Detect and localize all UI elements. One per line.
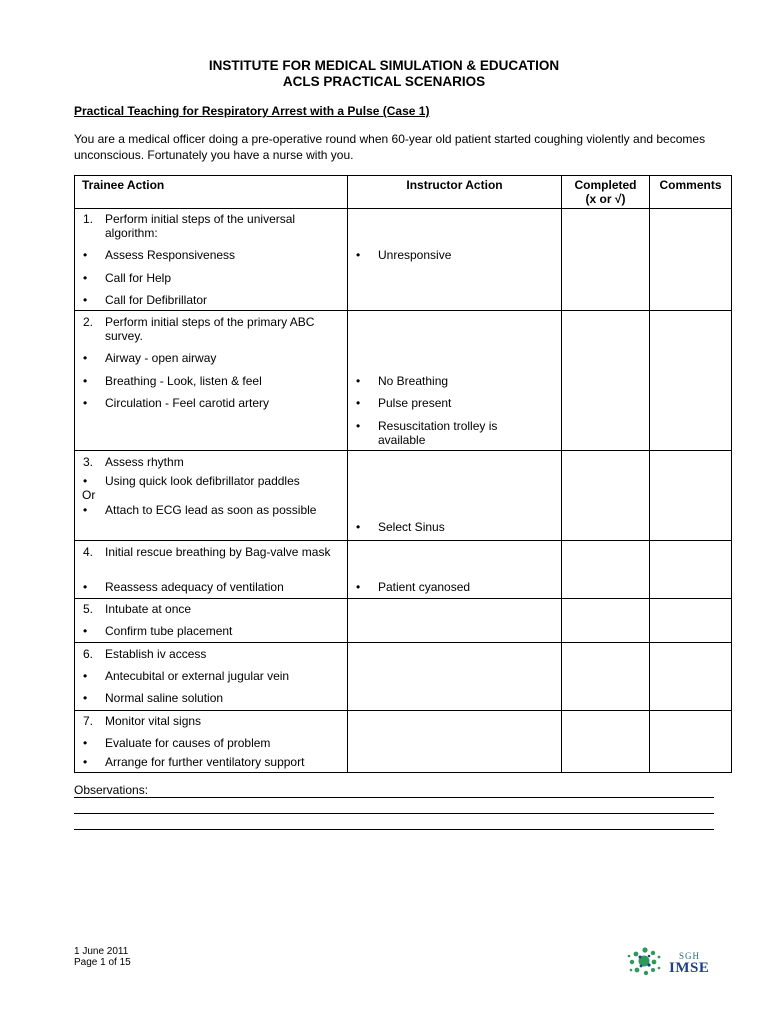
bullet-icon: • (356, 248, 361, 262)
step-item (83, 455, 338, 469)
page-footer (74, 946, 131, 968)
bullet-item (83, 669, 338, 683)
table-header-row (75, 176, 732, 209)
scenario-title: ACLS PRACTICAL SCENARIOS (282, 74, 486, 89)
bullet-item (83, 691, 338, 705)
header-completed-label: Completed (574, 178, 637, 192)
instructor-text: Patient cyanosed (378, 580, 471, 594)
instructor-cell (348, 643, 562, 711)
observations-line[interactable] (74, 797, 714, 798)
bullet-icon: • (83, 293, 88, 307)
observations-line[interactable] (74, 813, 714, 814)
bullet-icon: • (83, 755, 88, 769)
completed-cell[interactable] (562, 451, 650, 541)
step-text: Monitor vital signs (105, 714, 202, 728)
footer-date: 1 June 2011 (74, 946, 129, 957)
bullet-text: Call for Help (105, 271, 172, 285)
bullet-icon: • (83, 396, 88, 410)
step-text: Initial rescue breathing by Bag-valve mask (105, 545, 331, 559)
trainee-cell (75, 311, 348, 451)
footer-page-number: Page 1 of 15 (74, 957, 131, 968)
trainee-cell (75, 599, 348, 643)
trainee-cell (75, 451, 348, 541)
bullet-item (83, 248, 338, 262)
completed-cell[interactable] (562, 311, 650, 451)
header-trainee-action: Trainee Action (75, 176, 348, 209)
step-number: 1. (83, 212, 94, 226)
instructor-cell (348, 209, 562, 311)
bullet-icon: • (356, 396, 361, 410)
step-number: 6. (83, 647, 94, 661)
bullet-icon: • (83, 351, 88, 365)
table-row (75, 711, 732, 773)
observations-line[interactable] (74, 829, 714, 830)
observations-label: Observations: (74, 783, 149, 797)
bullet-item (83, 474, 338, 488)
table-row (75, 599, 732, 643)
bullet-text: Breathing - Look, listen & feel (105, 374, 262, 388)
step-number: 5. (83, 602, 94, 616)
bullet-icon: • (83, 624, 88, 638)
instructor-item (356, 374, 536, 388)
bullet-icon: • (356, 419, 361, 433)
comments-cell[interactable] (650, 311, 732, 451)
instructor-cell (348, 599, 562, 643)
comments-cell[interactable] (650, 643, 732, 711)
table-row (75, 541, 732, 599)
instructor-item (356, 580, 536, 594)
comments-cell[interactable] (650, 209, 732, 311)
table-row (75, 643, 732, 711)
table-row (75, 311, 732, 451)
instructor-cell (348, 541, 562, 599)
bullet-text: Reassess adequacy of ventilation (105, 580, 284, 594)
instructor-text: Pulse present (378, 396, 452, 410)
step-item (83, 212, 338, 240)
bullet-text: Antecubital or external jugular vein (105, 669, 290, 683)
logo-text-sgh: SGH (679, 951, 701, 961)
instructor-text: Unresponsive (378, 248, 452, 262)
step-item (83, 714, 338, 728)
step-item (83, 315, 338, 343)
step-item (83, 602, 338, 616)
bullet-text: Airway - open airway (105, 351, 217, 365)
completed-cell[interactable] (562, 643, 650, 711)
step-text: Perform initial steps of the primary ABC survey. (105, 315, 315, 343)
header-completed (562, 176, 650, 209)
bullet-text: Normal saline solution (105, 691, 224, 705)
step-text: Perform initial steps of the universal algorithm: (105, 212, 296, 240)
header-instructor-action: Instructor Action (348, 176, 562, 209)
step-text: Establish iv access (105, 647, 207, 661)
bullet-icon: • (356, 374, 361, 388)
bullet-icon: • (83, 669, 88, 683)
bullet-icon: • (83, 271, 88, 285)
instructor-item (356, 248, 536, 262)
step-item (83, 545, 338, 559)
bullet-item (83, 396, 338, 410)
comments-cell[interactable] (650, 711, 732, 773)
comments-cell[interactable] (650, 541, 732, 599)
bullet-item (83, 736, 338, 750)
instructor-item (356, 396, 536, 410)
bullet-icon: • (83, 474, 88, 488)
step-number: 4. (83, 545, 94, 559)
bullet-icon: • (83, 248, 88, 262)
bullet-item (83, 351, 338, 365)
trainee-cell (75, 209, 348, 311)
step-item (83, 647, 338, 661)
bullet-item (83, 503, 338, 517)
table-row (75, 209, 732, 311)
bullet-icon: • (83, 736, 88, 750)
step-text: Intubate at once (105, 602, 192, 616)
bullet-text: Confirm tube placement (105, 624, 233, 638)
logo-text-imse: IMSE (669, 960, 710, 976)
bullet-icon: • (83, 691, 88, 705)
trainee-cell (75, 541, 348, 599)
bullet-icon: • (356, 580, 361, 594)
instructor-cell (348, 451, 562, 541)
instructor-item (356, 419, 536, 447)
bullet-item (83, 624, 338, 638)
bullet-item (83, 755, 338, 769)
comments-cell[interactable] (650, 599, 732, 643)
header-completed-hint: (x or √) (585, 192, 626, 206)
completed-cell[interactable] (562, 209, 650, 311)
scenario-intro: You are a medical officer doing a pre-operative round when 60-year old patient started coughing violently and becomes unconscious. Fortunately you have a nurse with you. (74, 132, 706, 162)
bullet-item (83, 580, 338, 594)
instructor-item (356, 520, 536, 534)
instructor-text: Resuscitation trolley is available (378, 419, 498, 447)
table-row (75, 451, 732, 541)
bullet-text: Evaluate for causes of problem (105, 736, 271, 750)
assessment-table (74, 175, 732, 773)
step-number: 7. (83, 714, 94, 728)
bullet-icon: • (83, 503, 88, 517)
case-subtitle: Practical Teaching for Respiratory Arrest with a Pulse (Case 1) (74, 104, 430, 118)
instructor-cell (348, 311, 562, 451)
completed-cell[interactable] (562, 711, 650, 773)
header-comments: Comments (650, 176, 732, 209)
trainee-cell (75, 711, 348, 773)
bullet-text: Circulation - Feel carotid artery (105, 396, 270, 410)
bullet-item (83, 271, 338, 285)
bullet-text: Using quick look defibrillator paddles (105, 474, 300, 488)
trainee-cell (75, 643, 348, 711)
bullet-icon: • (83, 374, 88, 388)
step-number: 3. (83, 455, 94, 469)
completed-cell[interactable] (562, 541, 650, 599)
completed-cell[interactable] (562, 599, 650, 643)
bullet-text: Call for Defibrillator (105, 293, 208, 307)
bullet-item (83, 374, 338, 388)
or-separator: Or (82, 488, 96, 502)
bullet-item (83, 293, 338, 307)
bullet-text: Arrange for further ventilatory support (105, 755, 305, 769)
bullet-text: Assess Responsiveness (105, 248, 236, 262)
bullet-text: Attach to ECG lead as soon as possible (105, 503, 317, 517)
instructor-text: Select Sinus (378, 520, 445, 534)
instructor-cell (348, 711, 562, 773)
comments-cell[interactable] (650, 451, 732, 541)
instructor-text: No Breathing (378, 374, 449, 388)
step-text: Assess rhythm (105, 455, 184, 469)
step-number: 2. (83, 315, 94, 329)
bullet-icon: • (356, 520, 361, 534)
bullet-icon: • (83, 580, 88, 594)
institute-title: INSTITUTE FOR MEDICAL SIMULATION & EDUCATION (208, 58, 560, 73)
